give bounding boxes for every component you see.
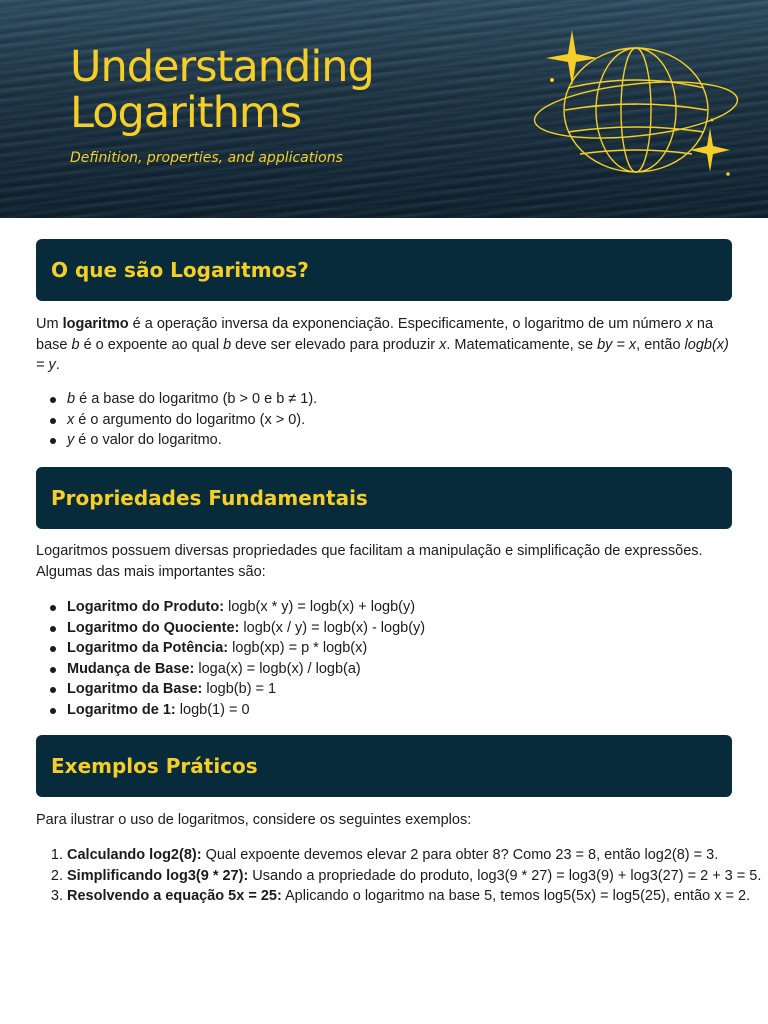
item-text: logb(xp) = p * logb(x) (228, 640, 368, 656)
item-text: Usando a propriedade do produto, log3(9 * 27) = log3(9) + log3(27) = 2 + 3 = 5. (248, 867, 762, 884)
text: na base (36, 316, 714, 353)
list-item (67, 430, 767, 451)
item-label: Mudança de Base: (67, 660, 195, 677)
item-label: Logaritmo do Quociente: (67, 619, 240, 636)
hero-banner (0, 0, 768, 218)
item-label: Logaritmo da Base: (67, 681, 203, 697)
list-item (67, 886, 767, 907)
page-title-line-1: Understanding (70, 42, 374, 92)
list-item (67, 618, 767, 639)
list-item (67, 597, 767, 618)
text: é o expoente ao qual (79, 336, 224, 353)
text: é o valor do logaritmo. (74, 432, 222, 448)
text: é o argumento do logaritmo (x > 0). (74, 411, 306, 428)
section-header-examples (36, 735, 732, 797)
item-label: Simplificando log3(9 * 27): (67, 867, 249, 884)
formula-italic: by = x (597, 336, 637, 353)
list-item (67, 845, 767, 866)
list-item (67, 700, 767, 721)
list-item (67, 659, 767, 680)
globe-with-sparkles-icon (528, 28, 748, 188)
page-title-line-2: Logarithms (70, 88, 302, 138)
text: , então (636, 336, 685, 353)
item-label: Logaritmo de 1: (67, 701, 176, 718)
properties-list (36, 597, 767, 720)
text: . (55, 357, 60, 373)
item-label: Resolvendo a equação 5x = 25: (67, 888, 282, 904)
var-italic: x (439, 336, 447, 353)
text: deve ser elevado para produzir (231, 336, 440, 353)
term-bold: logaritmo (62, 316, 129, 332)
var-italic: x (685, 316, 693, 332)
text: é a base do logaritmo (b > 0 e b ≠ 1). (75, 391, 318, 407)
list-item (67, 638, 767, 659)
item-text: logb(b) = 1 (202, 681, 277, 697)
item-text: logb(x / y) = logb(x) - logb(y) (239, 619, 426, 636)
definition-paragraph (36, 314, 736, 376)
page-subtitle: Definition, properties, and applications (70, 150, 343, 166)
item-text: logb(x * y) = logb(x) + logb(y) (224, 599, 416, 615)
var-italic: b (223, 336, 232, 353)
item-text: Qual expoente devemos elevar 2 para obter 8? Como 23 = 8, então log2(8) = 3. (201, 847, 719, 863)
text: . Matematicamente, se (446, 336, 598, 353)
var-italic: b (67, 391, 76, 407)
text: Um (36, 316, 63, 332)
section-header-definition (36, 239, 732, 301)
text: é a operação inversa da exponenciação. Especificamente, o logaritmo de um número (128, 316, 686, 332)
item-text: Aplicando o logaritmo na base 5, temos log5(5x) = log5(25), então x = 2. (281, 888, 751, 904)
item-label: Logaritmo do Produto: (67, 599, 225, 615)
formula-italic: logb(x) = y (36, 336, 729, 373)
item-text: loga(x) = logb(x) / logb(a) (194, 660, 361, 677)
section-heading: Propriedades Fundamentais (51, 486, 368, 510)
section-heading: O que são Logaritmos? (51, 258, 309, 282)
examples-intro: Para ilustrar o uso de logaritmos, considere os seguintes exemplos: (36, 812, 472, 828)
var-italic: y (67, 432, 75, 448)
section-heading: Exemplos Práticos (51, 754, 258, 778)
list-item (67, 410, 767, 431)
definition-bullets (36, 389, 767, 451)
section-header-properties (36, 467, 732, 529)
item-label: Calculando log2(8): (67, 847, 202, 863)
examples-list (36, 845, 767, 907)
var-italic: b (71, 336, 80, 353)
list-item (67, 866, 767, 887)
page-title (70, 44, 374, 136)
list-item (67, 679, 767, 700)
item-label: Logaritmo da Potência: (67, 640, 229, 656)
var-italic: x (67, 411, 75, 428)
item-text: logb(1) = 0 (175, 701, 250, 718)
properties-intro: Logaritmos possuem diversas propriedades que facilitam a manipulação e simplificação de expressões. Algumas das mais importantes são: (36, 543, 703, 580)
list-item (67, 389, 767, 410)
